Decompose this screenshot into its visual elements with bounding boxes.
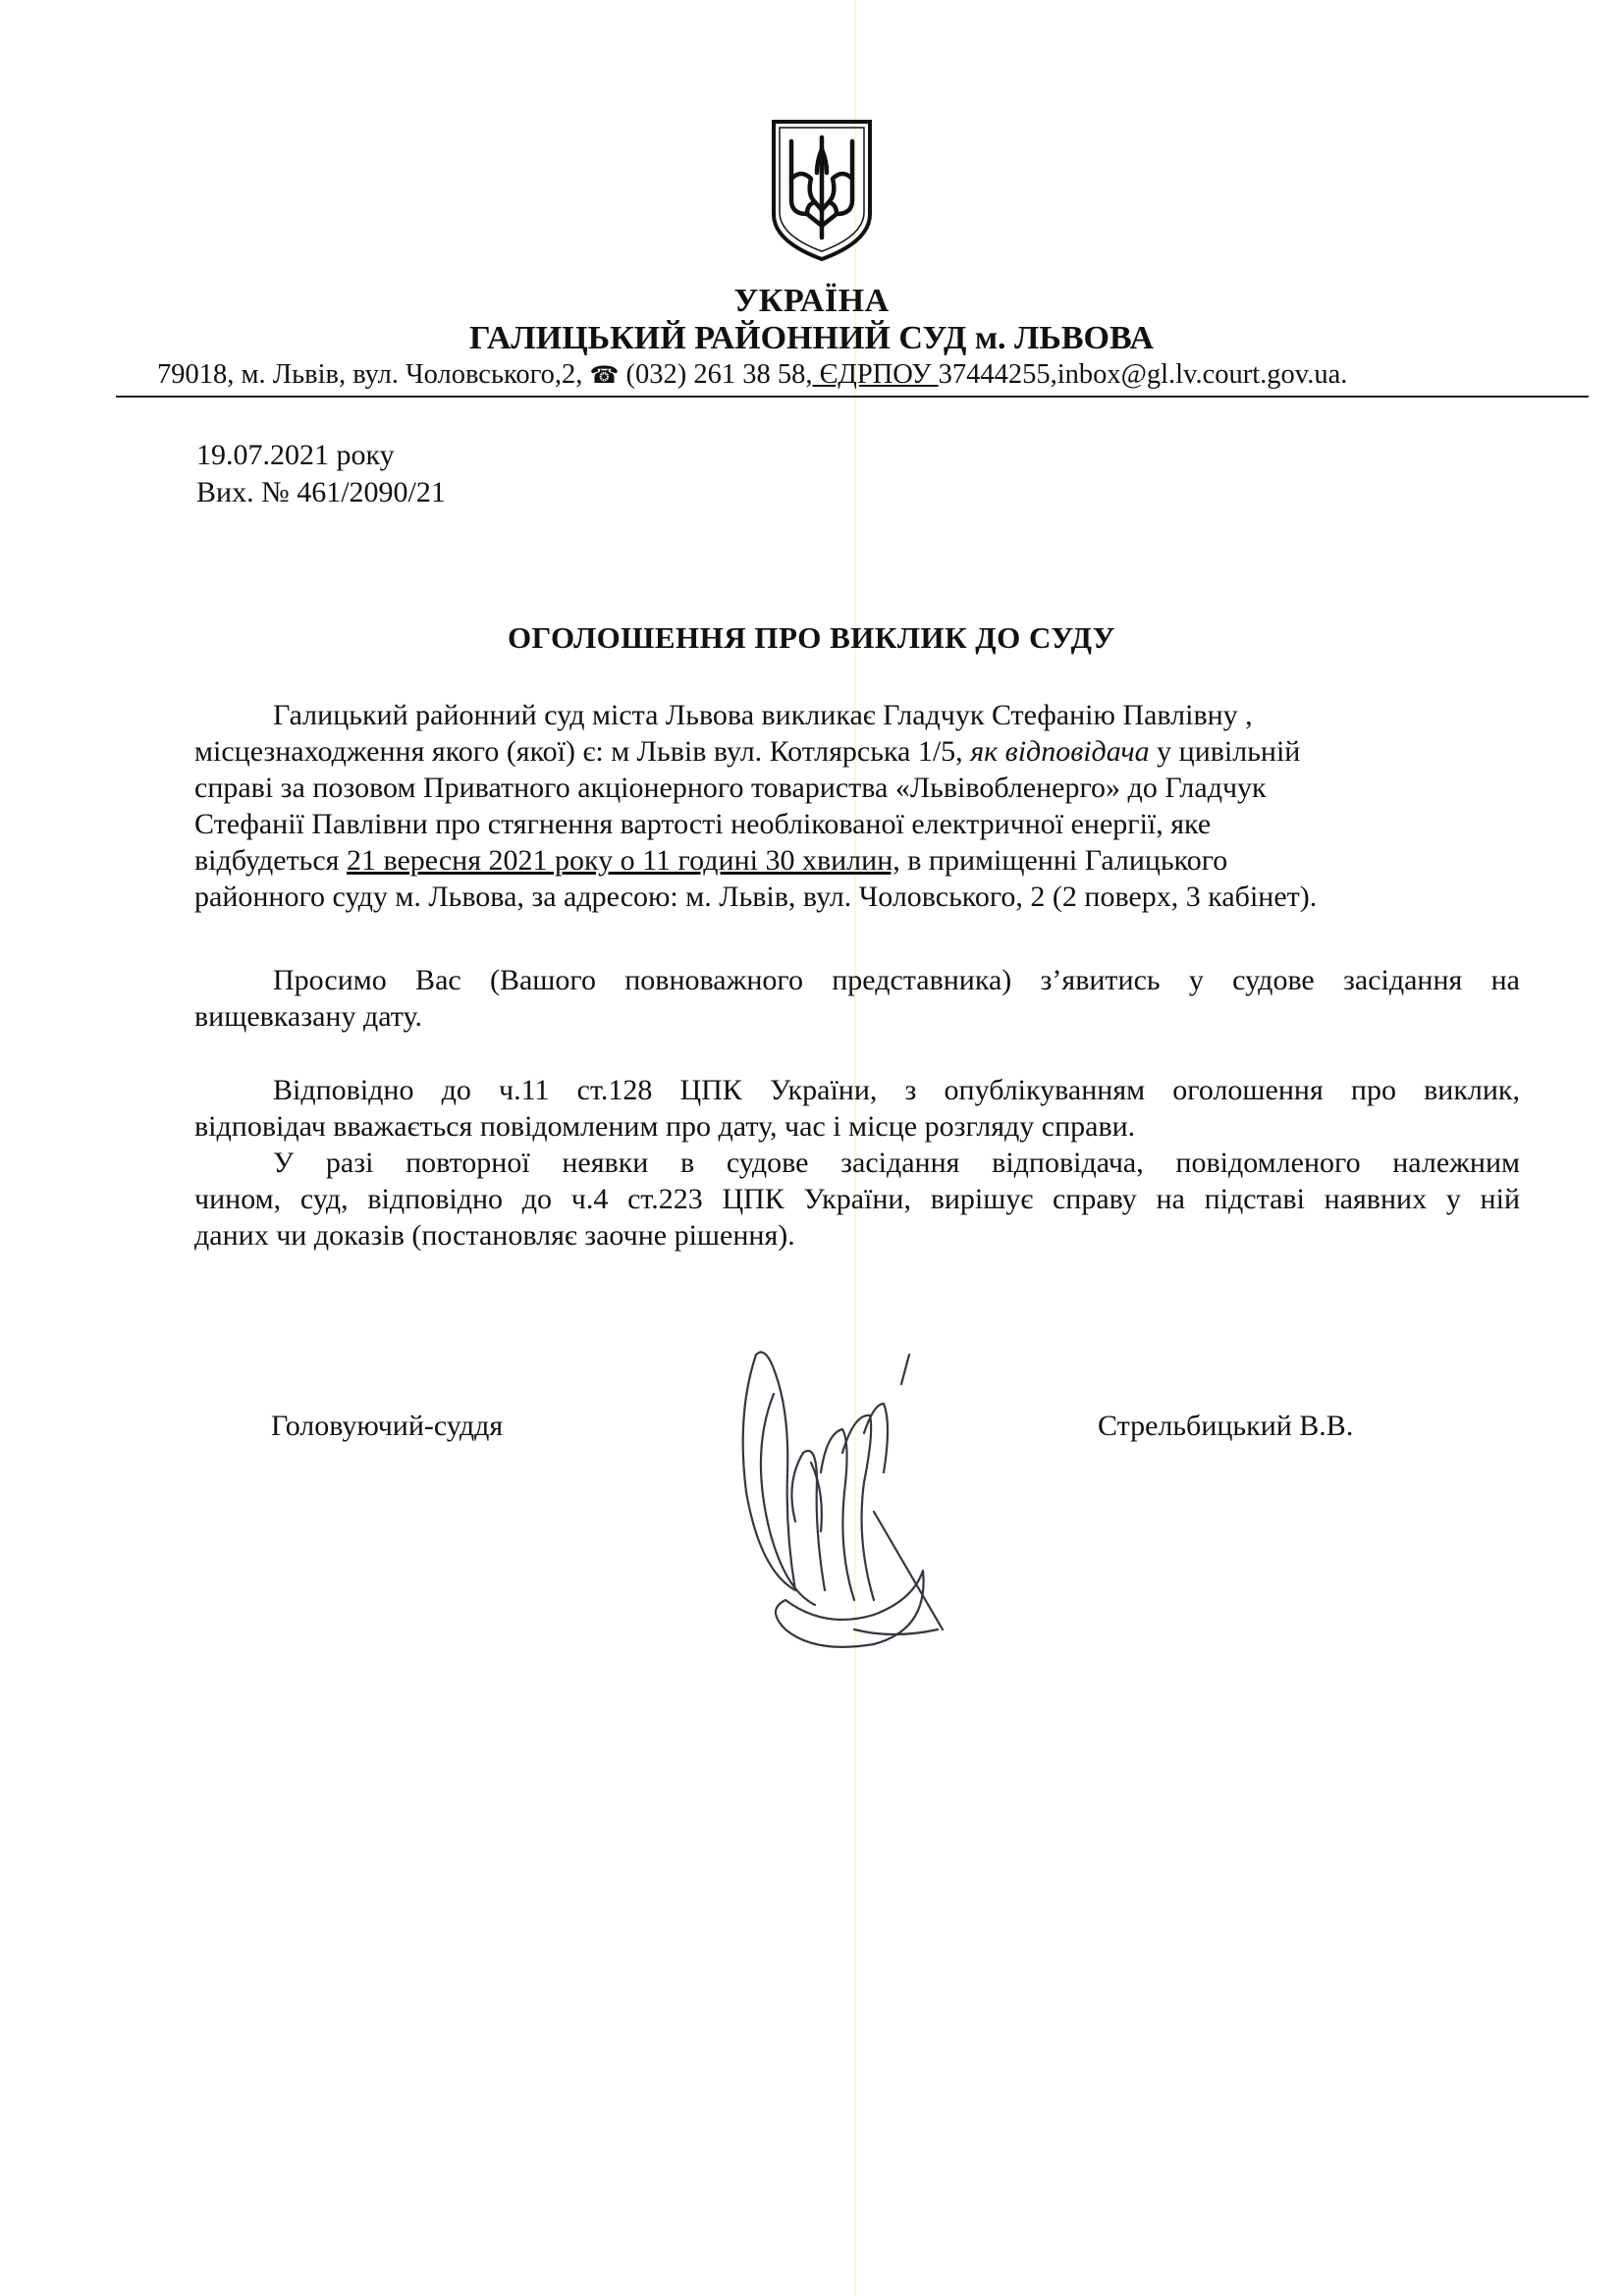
paragraph-line: даних чи доказів (постановляє заочне рішення). xyxy=(194,1219,795,1252)
address-text: 79018, м. Львів, вул. Чоловського,2, xyxy=(157,359,583,390)
paragraph-line: Стефанії Павлівни про стягнення вартості необлікованої електричної енергії, яке xyxy=(194,808,1212,840)
document-title: ОГОЛОШЕННЯ ПРО ВИКЛИК ДО СУДУ xyxy=(507,620,1116,655)
paragraph-line: чином, суд, відповідно до ч.4 ст.223 ЦПК України, вирішує справу на підставі наявних у ній xyxy=(194,1183,1520,1215)
defendant-role: як відповідача xyxy=(970,735,1150,768)
court-address-line xyxy=(157,359,1571,391)
paragraph-line: відповідач вважається повідомленим про дату, час і місце розгляду справи. xyxy=(194,1110,1136,1143)
country-heading: УКРАЇНА xyxy=(733,283,890,319)
document-meta xyxy=(196,437,446,511)
summons-paragraph xyxy=(194,697,1520,915)
paragraph-line: справі за позовом Приватного акціонерного товариства «Львівобленерго» до Гладчук xyxy=(194,772,1267,804)
edrpou-code: 37444255, xyxy=(938,359,1057,390)
hearing-datetime: 21 вересня 2021 року о 11 годині 30 хвилин, xyxy=(346,844,900,877)
phone-number: (032) 261 38 58 xyxy=(625,359,806,390)
telephone-icon: ☎ xyxy=(589,361,620,389)
document-date: 19.07.2021 року xyxy=(196,439,395,471)
paragraph-line: Відповідно до ч.11 ст.128 ЦПК України, з опублікуванням оголошення про виклик, xyxy=(273,1074,1520,1106)
paragraph-line: Галицький районний суд міста Львова викликає Гладчук Стефанію Павлівну , xyxy=(273,699,1253,731)
request-paragraph xyxy=(194,962,1520,1035)
default-judgment-paragraph xyxy=(194,1145,1520,1254)
court-name-heading: ГАЛИЦЬКИЙ РАЙОННИЙ СУД м. ЛЬВОВА xyxy=(468,320,1155,356)
paragraph-line: вищевказану дату. xyxy=(194,1000,422,1033)
paragraph-line: районного суду м. Львова, за адресою: м. Львів, вул. Чоловського, 2 (2 поверх, 3 кабінет). xyxy=(194,881,1318,913)
paragraph-line: відбудеться 21 вересня 2021 року о 11 годині 30 хвилин, в приміщенні Галицького xyxy=(194,844,1228,877)
paragraph-line: У разі повторної неявки в судове засідання відповідача, повідомленого належним xyxy=(273,1147,1520,1179)
handwritten-signature xyxy=(727,1335,962,1659)
header-divider xyxy=(116,396,1589,398)
edrpou-label: , ЄДРПОУ xyxy=(805,359,939,390)
judge-name: Стрельбицький В.В. xyxy=(1098,1410,1354,1442)
outgoing-number: Вих. № 461/2090/21 xyxy=(196,476,446,508)
paragraph-line: Просимо Вас (Вашого повноважного представника) з’явитись у судове засідання на xyxy=(273,964,1520,996)
judge-role: Головуючий-суддя xyxy=(271,1410,504,1442)
coat-of-arms-icon xyxy=(768,116,876,263)
notice-paragraph xyxy=(194,1072,1520,1145)
paragraph-line: місцезнаходження якого (якої) є: м Львів вул. Котлярська 1/5, як відповідача у цивільній xyxy=(194,735,1301,768)
court-email[interactable]: inbox@gl.lv.court.gov.ua. xyxy=(1056,359,1348,390)
